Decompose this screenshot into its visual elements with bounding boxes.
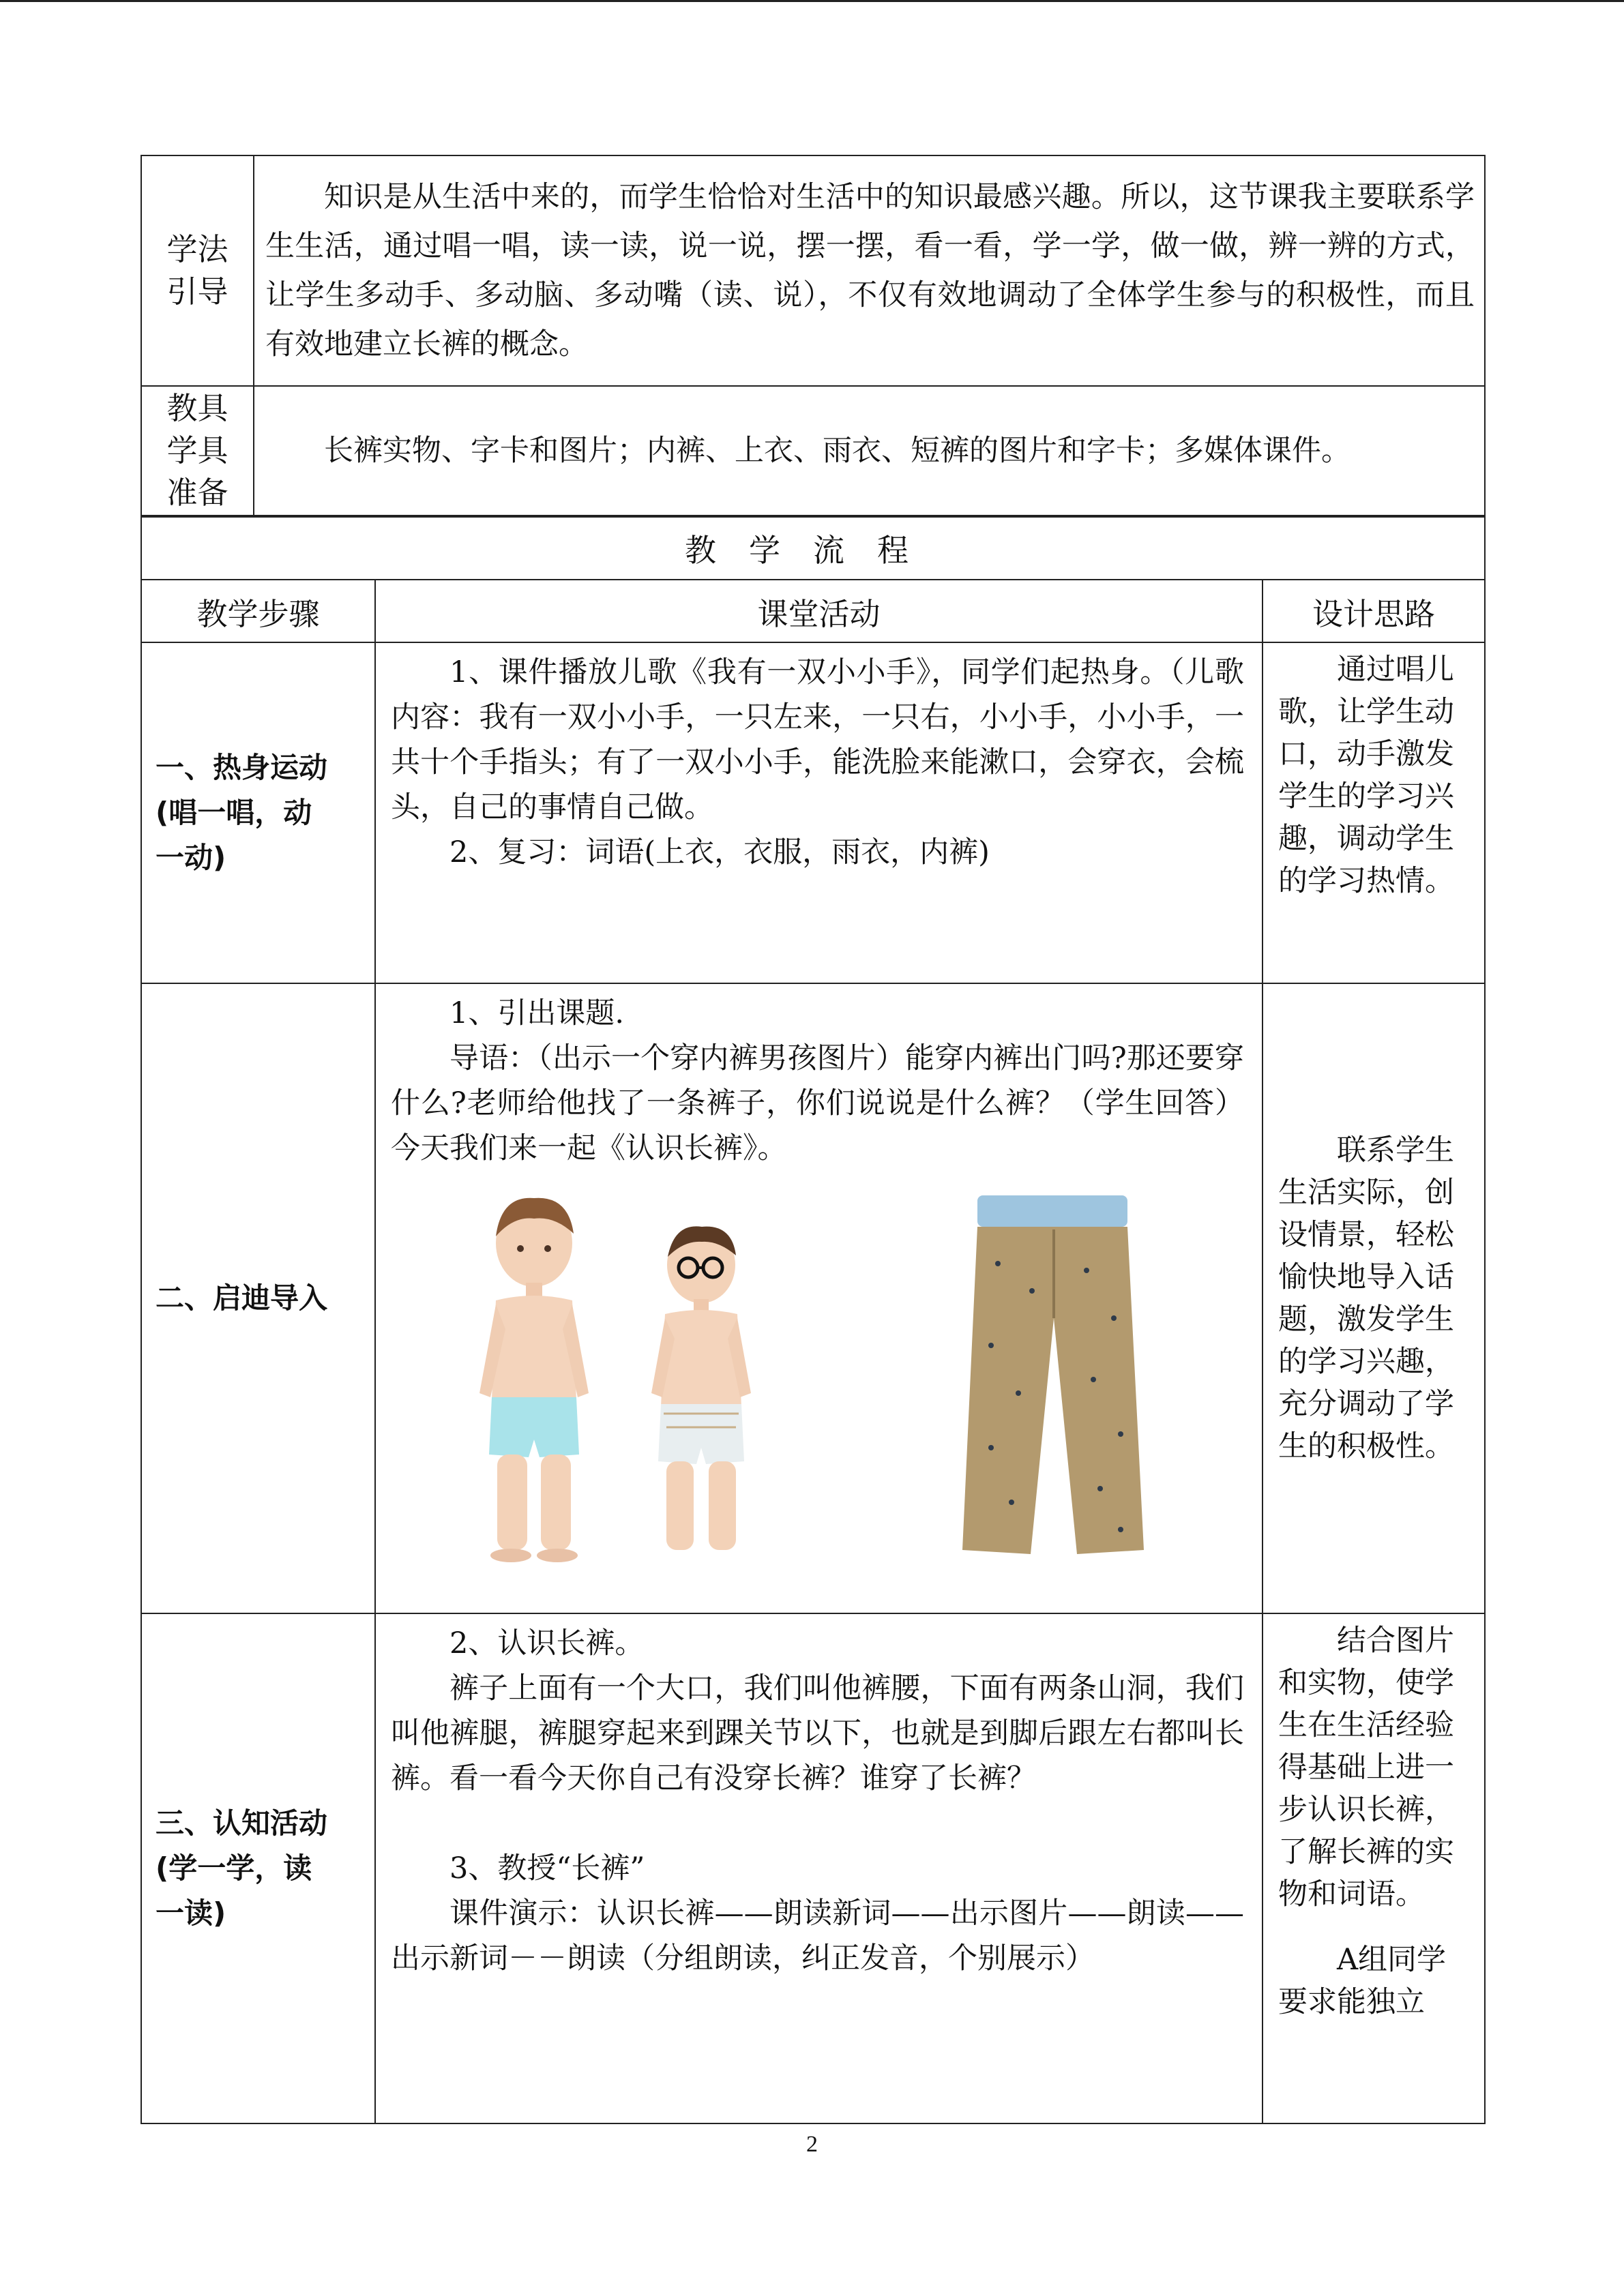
activity-cell bbox=[375, 1613, 1263, 2123]
design-cell bbox=[1263, 1613, 1485, 2123]
activity-cell bbox=[375, 642, 1263, 983]
tools-text: 长裤实物、字卡和图片；内裤、上衣、雨衣、短裤的图片和字卡；多媒体课件。 bbox=[324, 434, 1350, 468]
step-label: 三、认知活动 (学一学，读 一读) bbox=[156, 1806, 328, 1930]
boy-in-underwear-image bbox=[466, 1195, 602, 1564]
header-design: 设计思路 bbox=[1263, 580, 1485, 642]
activity-paragraph: 导语：（出示一个穿内裤男孩图片）能穿内裤出门吗?那还要穿什么?老师给他找了一条裤子，你们说说是什么裤？（学生回答）今天我们来一起《认识长裤》。 bbox=[391, 1041, 1244, 1165]
activity-paragraph: 课件演示：认识长裤——朗读新词——出示图片——朗读——出示新词－－朗读（分组朗读，纠正发音，个别展示） bbox=[391, 1896, 1244, 1976]
teaching-flow-table bbox=[141, 516, 1486, 2124]
table-row bbox=[141, 642, 1485, 983]
header-activity: 课堂活动 bbox=[375, 580, 1263, 642]
design-paragraph: A组同学要求能独立 bbox=[1278, 1943, 1447, 2019]
table-row bbox=[141, 1613, 1485, 2123]
tools-text-cell bbox=[254, 386, 1485, 516]
design-cell bbox=[1263, 642, 1485, 983]
boy-with-glasses-image bbox=[636, 1223, 766, 1564]
method-row bbox=[141, 155, 1485, 386]
activity-paragraph: 2、认识长裤。 bbox=[449, 1626, 645, 1660]
table-row bbox=[141, 983, 1485, 1613]
step-cell bbox=[141, 1613, 375, 2123]
tools-row bbox=[141, 386, 1485, 516]
header-row bbox=[141, 580, 1485, 642]
page-number: 2 bbox=[806, 2132, 818, 2157]
top-border bbox=[0, 0, 1624, 2]
illustration-area bbox=[391, 1182, 1244, 1570]
design-paragraph: 结合图片和实物，使学生在生活经验得基础上进一步认识长裤，了解长裤的实物和词语。 bbox=[1278, 1624, 1454, 1911]
design-cell bbox=[1263, 983, 1485, 1613]
method-label: 学法 引导 bbox=[141, 155, 254, 386]
flow-title-row bbox=[141, 517, 1485, 580]
activity-paragraph: 裤子上面有一个大口，我们叫他裤腰，下面有两条山洞，我们叫他裤腿，裤腿穿起来到踝关节以下，也就是到脚后跟左右都叫长裤。看一看今天你自己有没穿长裤？谁穿了长裤？ bbox=[391, 1671, 1244, 1795]
activity-paragraph: 2、复习：词语(上衣，衣服，雨衣，内裤) bbox=[449, 835, 990, 869]
step-cell bbox=[141, 983, 375, 1613]
header-step: 教学步骤 bbox=[141, 580, 375, 642]
flow-title: 教学流程 bbox=[141, 517, 1485, 580]
method-text-cell bbox=[254, 155, 1485, 386]
activity-paragraph: 1、引出课题. bbox=[449, 996, 625, 1030]
method-table bbox=[141, 155, 1486, 516]
design-paragraph: 联系学生生活实际，创设情景，轻松愉快地导入话题，激发学生的学习兴趣，充分调动了学生的积极性。 bbox=[1278, 1133, 1454, 1463]
activity-cell bbox=[375, 983, 1263, 1613]
method-text: 知识是从生活中来的，而学生恰恰对生活中的知识最感兴趣。所以，这节课我主要联系学生生活，通过唱一唱，读一读，说一说，摆一摆，看一看，学一学，做一做，辨一辨的方式，让学生多动手、多动脑、多动嘴（读、说），不仅有效地调动了全体学生参与的积极性，而且有效地建立长裤的概念。 bbox=[265, 180, 1475, 361]
tools-label: 教具 学具 准备 bbox=[141, 386, 254, 516]
design-paragraph: 通过唱儿歌，让学生动口，动手激发学生的学习兴趣，调动学生的学习热情。 bbox=[1278, 653, 1454, 898]
activity-paragraph: 3、教授“长裤” bbox=[449, 1851, 645, 1885]
step-cell bbox=[141, 642, 375, 983]
step-label: 二、启迪导入 bbox=[156, 1281, 328, 1315]
step-label: 一、热身运动 (唱一唱，动 一动) bbox=[156, 751, 328, 874]
activity-paragraph: 1、课件播放儿歌《我有一双小小手》，同学们起热身。（儿歌内容：我有一双小小手，一只左来，一只右，小小手，小小手，一共十个手指头；有了一双小小手，能洗脸来能漱口，会穿衣，会梳头，自己的事情自己做。 bbox=[391, 655, 1244, 824]
activity-blank-line bbox=[391, 1801, 1244, 1846]
trousers-image bbox=[950, 1189, 1155, 1564]
